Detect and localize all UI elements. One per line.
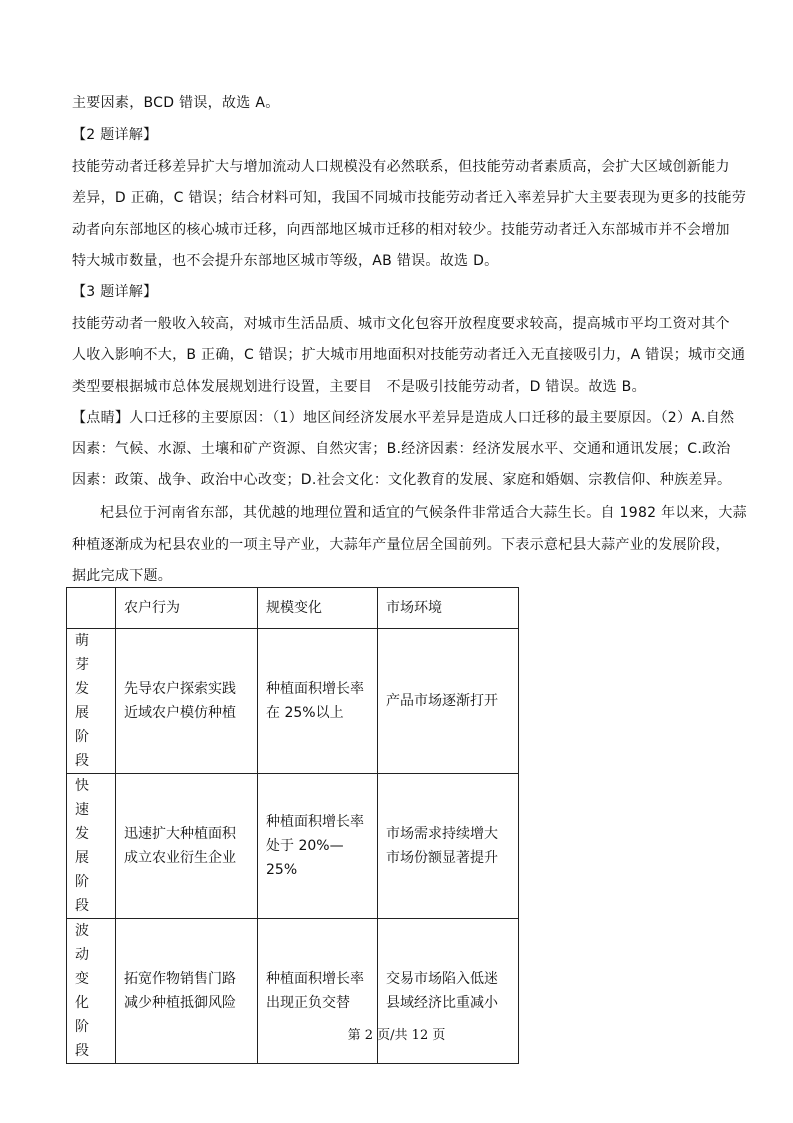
development-stage-table bbox=[66, 587, 519, 1064]
scale-cell: 种植面积增长率 处于 20%—25% bbox=[258, 774, 378, 919]
page-number-footer: 第 2 页/共 12 页 bbox=[347, 1028, 446, 1043]
scale-cell: 种植面积增长率 在 25%以上 bbox=[258, 629, 378, 774]
table-header-cell: 农户行为 bbox=[116, 588, 258, 629]
text-line: 技能劳动者迁移差异扩大与增加流动人口规模没有必然联系，但技能劳动者素质高，会扩大区域创新能力 bbox=[72, 159, 730, 175]
stage-cell: 波动变化阶段 bbox=[67, 919, 116, 1064]
text-line: 差异，D 正确，C 错误；结合材料可知，我国不同城市技能劳动者迁入率差异扩大主要表现为更多的技能劳 bbox=[72, 190, 747, 206]
scale-cell: 种植面积增长率 出现正负交替 bbox=[258, 919, 378, 1064]
text-line: 因素：政策、战争、政治中心改变；D.社会文化：文化教育的发展、家庭和婚姻、宗教信仰、种族差异。 bbox=[72, 472, 732, 488]
text-line: 技能劳动者一般收入较高，对城市生活品质、城市文化包容开放程度要求较高，提高城市平均工资对其个 bbox=[72, 316, 730, 332]
table-header-cell: 规模变化 bbox=[258, 588, 378, 629]
behavior-cell: 先导农户探索实践 近域农户模仿种植 bbox=[116, 629, 258, 774]
text-line: 种植逐渐成为杞县农业的一项主导产业，大蒜年产量位居全国前列。下表示意杞县大蒜产业的发展阶段， bbox=[72, 537, 730, 553]
market-cell: 市场需求持续增大 市场份额显著提升 bbox=[378, 774, 519, 919]
text-line: 人收入影响不大，B 正确，C 错误；扩大城市用地面积对技能劳动者迁入无直接吸引力，A 错误；城市交通 bbox=[72, 347, 746, 363]
table-row bbox=[67, 774, 519, 919]
text-line: 动者向东部地区的核心城市迁移，向西部地区城市迁移的相对较少。技能劳动者迁入东部城市并不会增加 bbox=[72, 222, 730, 238]
text-line: 【点睛】人口迁移的主要原因：（1）地区间经济发展水平差异是造成人口迁移的最主要原因。（2）A.自然 bbox=[72, 410, 735, 426]
section-heading: 【3 题详解】 bbox=[72, 284, 158, 300]
stage-cell: 萌芽发展阶段 bbox=[67, 629, 116, 774]
market-cell: 交易市场陷入低迷 县域经济比重减小 bbox=[378, 919, 519, 1064]
table-row bbox=[67, 629, 519, 774]
text-line: 特大城市数量，也不会提升东部地区城市等级，AB 错误。故选 D。 bbox=[72, 253, 499, 269]
table-header-cell bbox=[67, 588, 116, 629]
text-line: 杞县位于河南省东部，其优越的地理位置和适宜的气候条件非常适合大蒜生长。自 1982 年以来，大蒜 bbox=[100, 505, 747, 521]
stage-cell: 快速发展阶段 bbox=[67, 774, 116, 919]
market-cell: 产品市场逐渐打开 bbox=[378, 629, 519, 774]
table-header-row bbox=[67, 588, 519, 629]
table-header-cell: 市场环境 bbox=[378, 588, 519, 629]
behavior-cell: 迅速扩大种植面积 成立农业衍生企业 bbox=[116, 774, 258, 919]
text-line: 类型要根据城市总体发展规划进行设置，主要目 不是吸引技能劳动者，D 错误。故选 B。 bbox=[72, 379, 646, 395]
text-line: 据此完成下题。 bbox=[72, 568, 173, 584]
text-line: 因素：气候、水源、土壤和矿产资源、自然灾害；B.经济因素：经济发展水平、交通和通讯发展；C.政治 bbox=[72, 441, 731, 457]
behavior-cell: 拓宽作物销售门路 减少种植抵御风险 bbox=[116, 919, 258, 1064]
section-heading: 【2 题详解】 bbox=[72, 127, 158, 143]
text-line: 主要因素，BCD 错误，故选 A。 bbox=[72, 95, 280, 111]
